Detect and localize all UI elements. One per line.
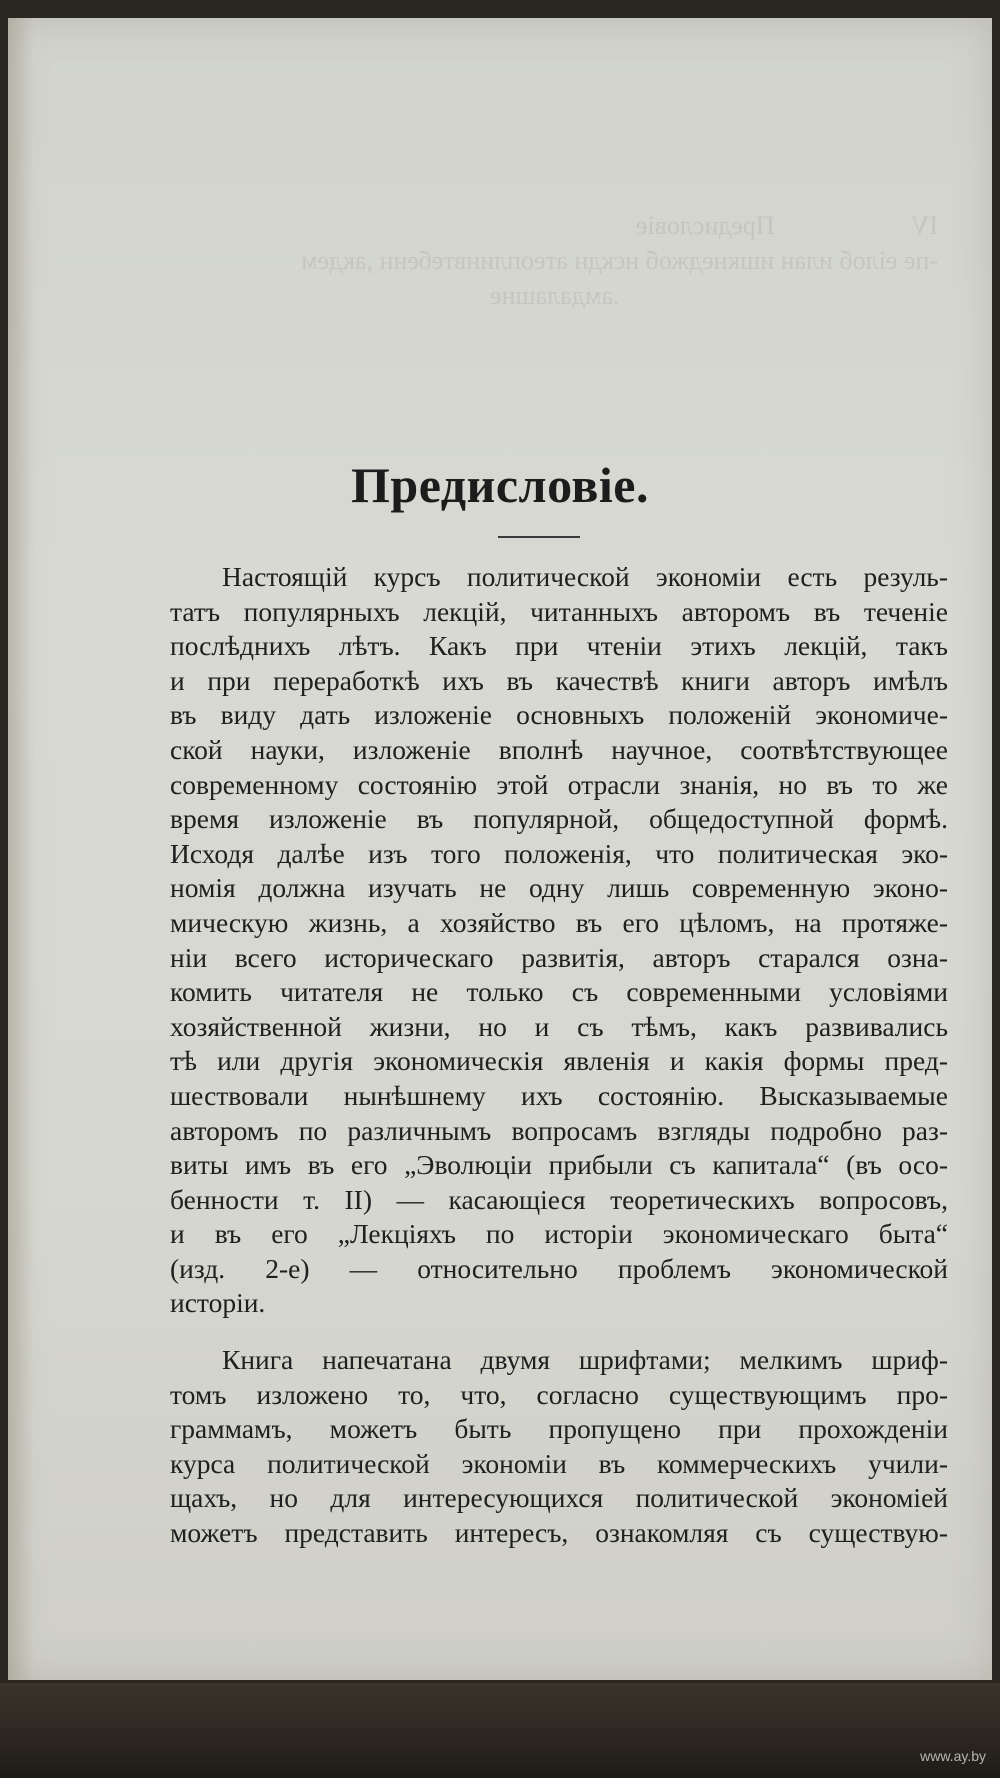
paragraph-2 bbox=[170, 1343, 948, 1551]
text-line: граммамъ, можетъ быть пропущено при прохожденіи bbox=[170, 1413, 948, 1445]
text-line: томъ изложено то, что, согласно существующимъ про- bbox=[170, 1378, 948, 1410]
text-line: Настоящій курсъ политической экономіи есть резуль- bbox=[222, 561, 948, 592]
text-line: тѣ или другія экономическія явленія и какія формы пред- bbox=[170, 1045, 948, 1077]
text-line: хозяйственной жизни, но и съ тѣмъ, какъ развивались bbox=[170, 1010, 948, 1042]
table-surface bbox=[0, 1683, 1000, 1778]
text-line: (изд. 2-е) — относительно проблемъ экономической bbox=[170, 1252, 948, 1284]
paragraph-gap bbox=[170, 1321, 948, 1343]
text-line: курса политической экономіи въ коммерческихъ учили- bbox=[170, 1447, 948, 1479]
text-line: номія должна изучать не одну лишь современную эконо- bbox=[170, 872, 948, 904]
text-line: мическую жизнь, а хозяйство въ его цѣломъ, на протяже- bbox=[170, 906, 948, 938]
text-line: ніи всего историческаго развитія, авторъ старался озна- bbox=[170, 941, 948, 973]
text-line: можетъ представить интересъ, ознакомляя съ существую- bbox=[170, 1517, 948, 1549]
text-line: и при переработкѣ ихъ въ качествѣ книги авторъ имѣлъ bbox=[170, 664, 948, 696]
title-rule bbox=[498, 536, 580, 538]
text-line: Книга напечатана двумя шрифтами; мелкимъ шриф- bbox=[222, 1344, 948, 1376]
text-line: въ виду дать изложеніе основныхъ положеній экономиче- bbox=[170, 699, 948, 731]
text-line: время изложеніе въ популярной, общедоступной формѣ. bbox=[170, 803, 948, 835]
text-line: щахъ, но для интересующихся политической экономіей bbox=[170, 1482, 948, 1514]
book-page bbox=[8, 18, 992, 1680]
text-line: послѣднихъ лѣтъ. Какъ при чтеніи этихъ лекцій, такъ bbox=[170, 630, 948, 662]
text-line: авторомъ по различнымъ вопросамъ взгляды подробно раз- bbox=[170, 1114, 948, 1146]
text-line: татъ популярныхъ лекцій, читанныхъ авторомъ въ теченіе bbox=[170, 595, 948, 627]
watermark: www.ay.by bbox=[920, 1748, 986, 1764]
text-line: комить читателя не только съ современными условіями bbox=[170, 976, 948, 1008]
text-line: ской науки, изложеніе вполнѣ научное, соотвѣтствующее bbox=[170, 733, 948, 765]
paragraph-1 bbox=[170, 560, 948, 1321]
show-through-text: IV Предисловіе -пе еілоб илан ишкнеджоб нєкдн атеоплинвтебенн ,акдем .амдалашне bbox=[301, 211, 938, 310]
preface-body bbox=[170, 560, 948, 1551]
text-line: шествовали нынѣшнему ихъ состоянію. Высказываемые bbox=[170, 1079, 948, 1111]
text-line: исторіи. bbox=[170, 1287, 266, 1319]
page-title: Предисловіе. bbox=[351, 457, 649, 513]
text-line: и въ его „Лекціяхъ по исторіи экономическаго быта“ bbox=[170, 1218, 948, 1250]
text-line: современному состоянію этой отрасли знанія, но въ то же bbox=[170, 768, 948, 800]
text-line: виты имъ въ его „Эволюціи прибыли съ капитала“ (въ осо- bbox=[170, 1149, 948, 1181]
text-line: бенности т. II) — касающіеся теоретическихъ вопросовъ, bbox=[170, 1183, 948, 1215]
text-line: Исходя далѣе изъ того положенія, что политическая эко- bbox=[170, 837, 948, 869]
